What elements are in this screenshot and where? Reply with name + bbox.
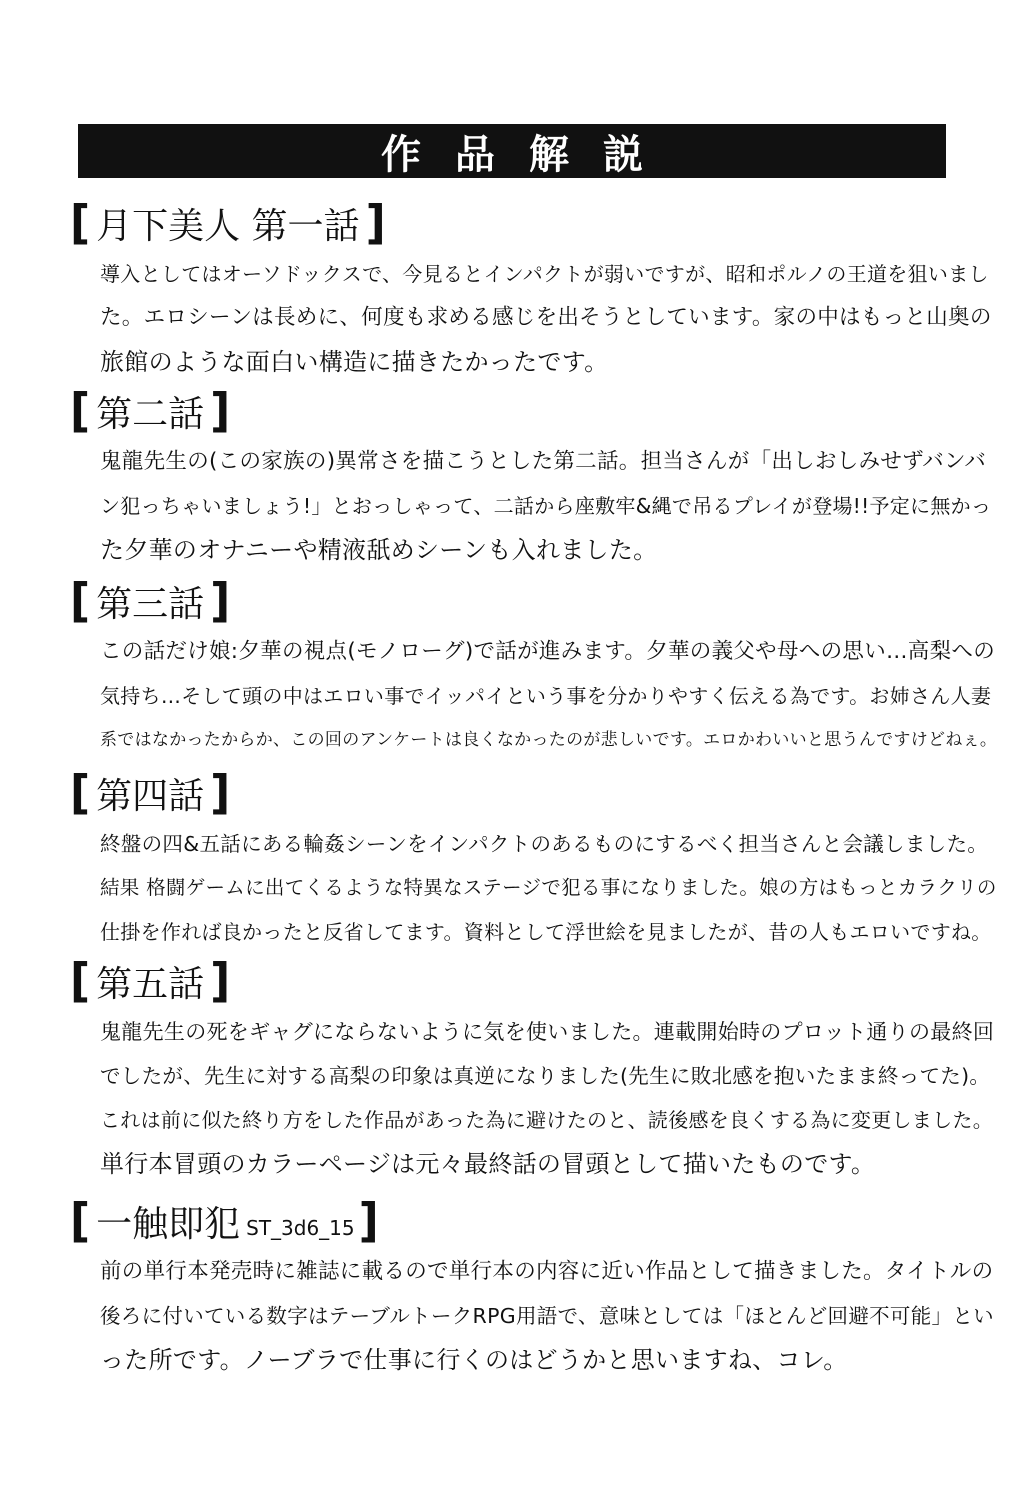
section-body: [100, 252, 992, 384]
body-line: た。エロシーンは長めに、何度も求める感じを出そうとしています。家の中はもっと山奥の: [100, 305, 992, 330]
section-body: [100, 822, 997, 954]
section-title: 第二話: [96, 393, 205, 435]
close-bracket-icon: ]: [358, 1194, 379, 1248]
section-body: [100, 1010, 995, 1186]
close-bracket-icon: ]: [210, 574, 231, 628]
open-bracket-icon: [: [70, 384, 91, 438]
section-title: 第五話: [96, 963, 205, 1005]
body-line: でしたが、先生に対する高梨の印象は真逆になりました(先生に敗北感を抱いたまま終ってた)。: [100, 1064, 991, 1088]
body-line: 気持ち…そして頭の中はエロい事でイッパイという事を分かりやすく伝える為です。お姉さん人妻: [100, 684, 992, 708]
body-line: これは前に似た終り方をした作品があった為に避けたのと、読後感を良くする為に変更しました。: [100, 1108, 993, 1132]
open-bracket-icon: [: [70, 954, 91, 1008]
body-line: 系ではなかったからか、この回のアンケートは良くなかったのが悲しいです。エロかわいいと思うんですけどねぇ。: [100, 730, 998, 750]
page-title: 作品解説: [381, 131, 677, 178]
open-bracket-icon: [: [70, 196, 91, 250]
section-title: 第四話: [96, 775, 205, 817]
section-heading: [70, 198, 386, 248]
section-body: [100, 1250, 994, 1382]
body-line: 鬼龍先生の(この家族の)異常さを描こうとした第二話。担当さんが「出しおしみせずバンバ: [100, 449, 987, 474]
section-heading: [70, 1196, 379, 1246]
body-line: 単行本冒頭のカラーページは元々最終話の冒頭として描いたものです。: [100, 1150, 876, 1178]
body-line: 結果 格闘ゲームに出てくるような特異なステージで犯る事になりました。娘の方はもっとカラクリの: [100, 876, 997, 899]
open-bracket-icon: [: [70, 766, 91, 820]
body-line: った所です。ノーブラで仕事に行くのはどうかと思いますね、コレ。: [100, 1346, 848, 1374]
section-heading: [70, 768, 230, 818]
body-line: 終盤の四&五話にある輪姦シーンをインパクトのあるものにするべく担当さんと会議しました。: [100, 832, 989, 856]
body-line: 旅館のような面白い構造に描きたかったです。: [100, 348, 609, 376]
section-heading: [70, 956, 230, 1006]
section-title: 第三話: [96, 583, 205, 625]
close-bracket-icon: ]: [210, 766, 231, 820]
close-bracket-icon: ]: [210, 954, 231, 1008]
section-title: 一触即犯: [96, 1203, 241, 1245]
section-heading: [70, 576, 230, 626]
open-bracket-icon: [: [70, 1194, 91, 1248]
close-bracket-icon: ]: [365, 196, 386, 250]
body-line: この話だけ娘:夕華の視点(モノローグ)で話が進みます。夕華の義父や母への思い…高梨への: [100, 639, 995, 664]
section-body: [100, 630, 998, 762]
body-line: ン犯っちゃいましょう!」とおっしゃって、二話から座敷牢&縄で吊るプレイが登場!!予定に無かっ: [100, 494, 992, 518]
body-line: 鬼龍先生の死をギャグにならないように気を使いました。連載開始時のプロット通りの最終回: [100, 1020, 995, 1044]
title-banner: [78, 124, 946, 178]
body-line: 前の単行本発売時に雑誌に載るので単行本の内容に近い作品として描きました。タイトルの: [100, 1259, 994, 1284]
open-bracket-icon: [: [70, 574, 91, 628]
section-body: [100, 440, 992, 572]
body-line: た夕華のオナニーや精液舐めシーンも入れました。: [100, 536, 658, 564]
body-line: 後ろに付いている数字はテーブルトークRPG用語で、意味としては「ほとんど回避不可能」とい: [100, 1304, 994, 1328]
section-subtitle: ST_3d6_15: [246, 1216, 355, 1240]
body-line: 仕掛を作れば良かったと反省してます。資料として浮世絵を見ましたが、昔の人もエロいですね。: [100, 920, 992, 944]
section-title: 月下美人 第一話: [96, 205, 360, 247]
section-heading: [70, 386, 230, 436]
body-line: 導入としてはオーソドックスで、今見るとインパクトが弱いですが、昭和ポルノの王道を狙いまし: [100, 262, 989, 286]
close-bracket-icon: ]: [210, 384, 231, 438]
